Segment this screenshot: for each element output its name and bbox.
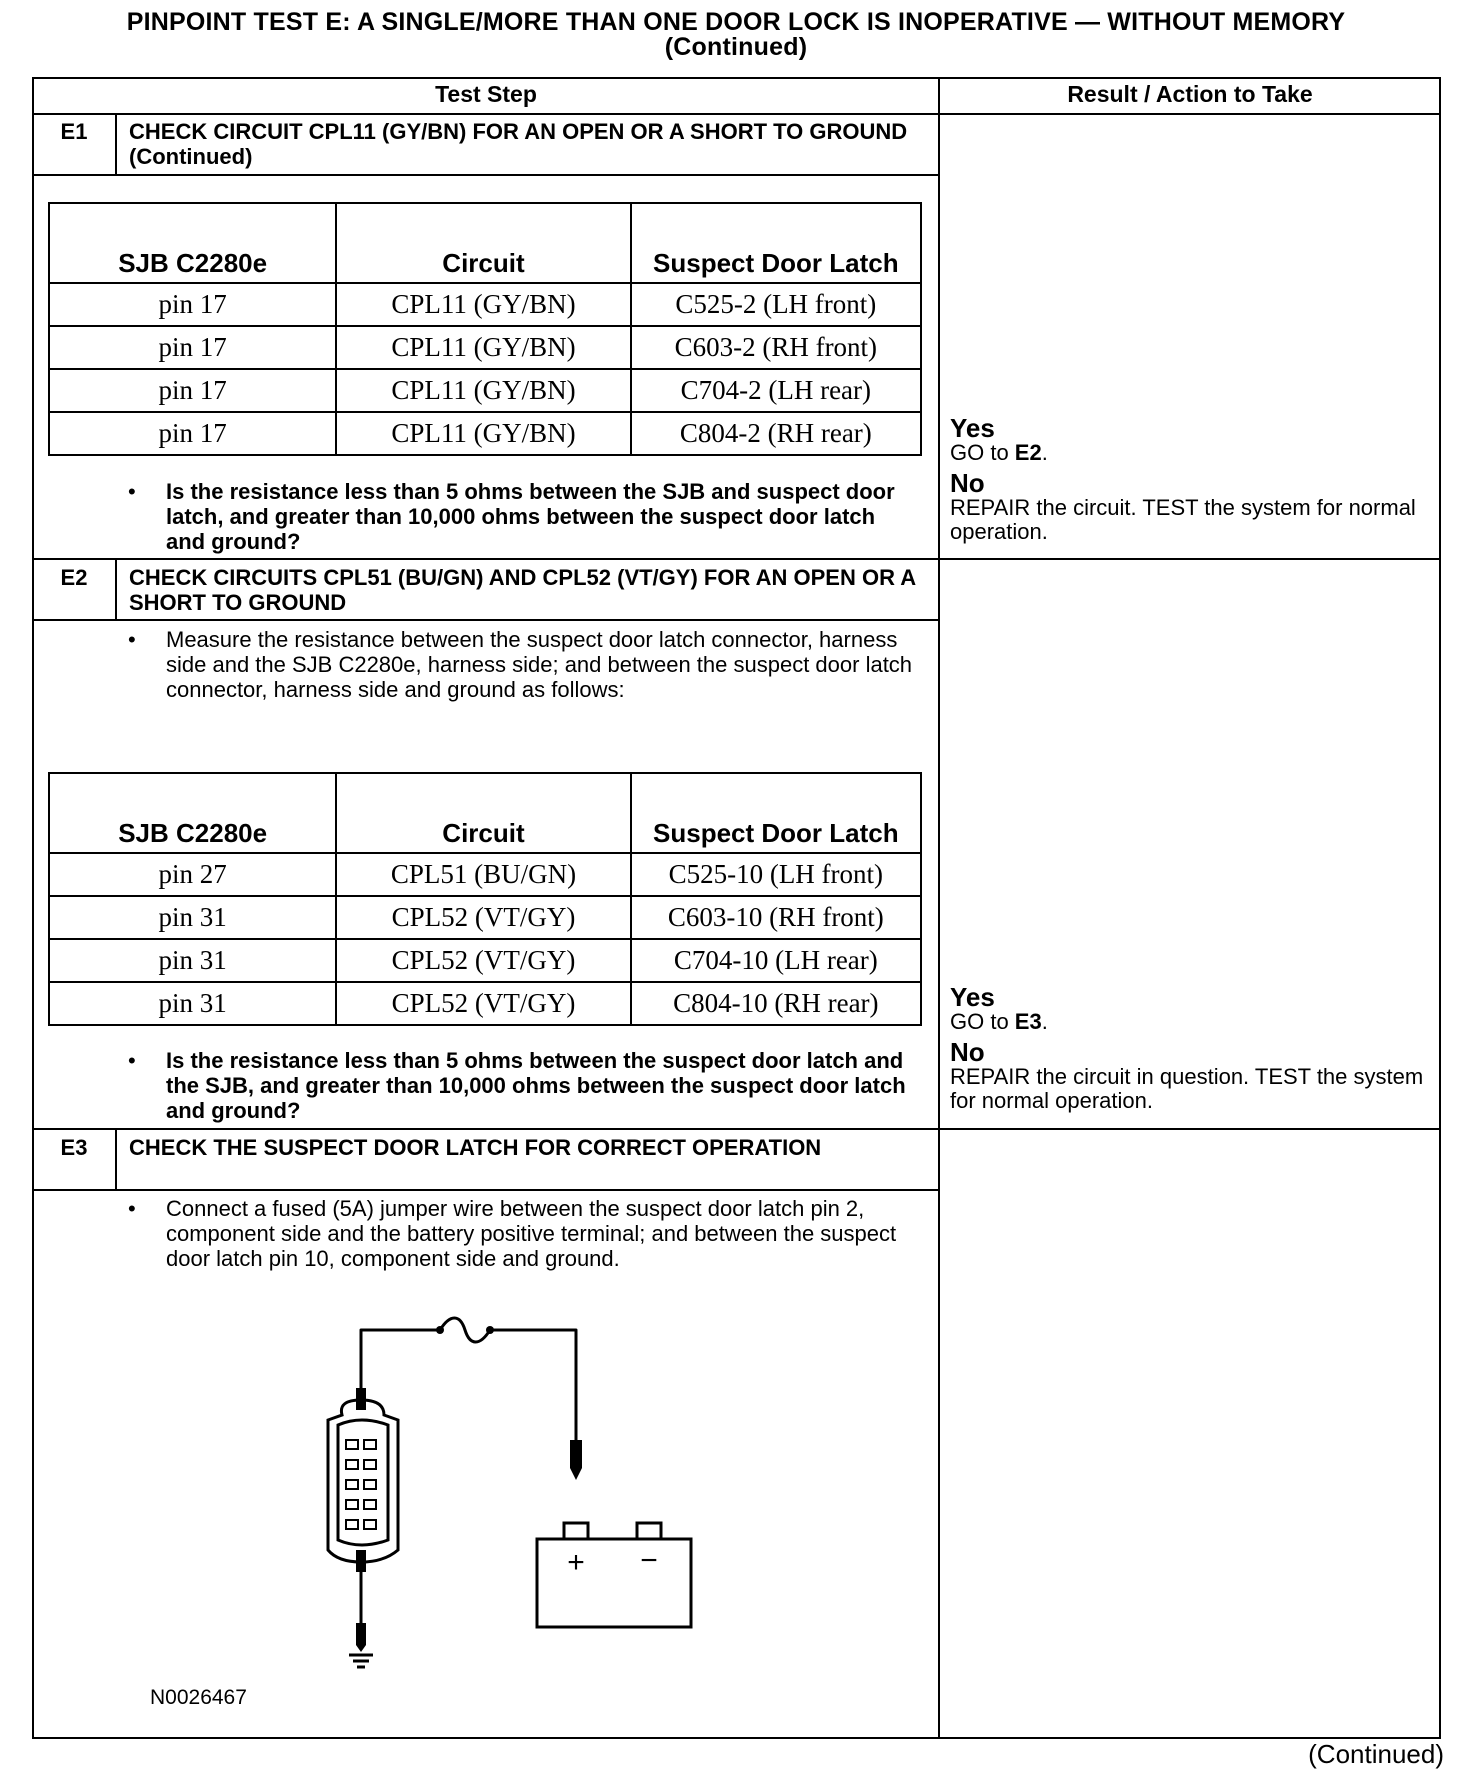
yes-label: Yes xyxy=(950,982,995,1012)
table-cell: pin 31 xyxy=(49,982,336,1025)
step-id-divider xyxy=(115,1128,117,1190)
column-header: SJB C2280e xyxy=(49,203,336,283)
yes-action: GO to E2. xyxy=(950,440,1048,465)
table-cell: pin 31 xyxy=(49,896,336,939)
table-cell: C525-2 (LH front) xyxy=(631,283,921,326)
fuse-terminal xyxy=(436,1326,444,1334)
bullet-dot: • xyxy=(128,627,136,652)
table-cell: CPL52 (VT/GY) xyxy=(336,896,630,939)
table-row xyxy=(49,939,921,982)
no-action: REPAIR the circuit. TEST the system for normal operation. xyxy=(950,495,1416,544)
table-cell: pin 17 xyxy=(49,412,336,455)
title-line-2: (Continued) xyxy=(664,33,808,61)
jumper-wire-positive xyxy=(361,1330,440,1395)
table-row xyxy=(49,896,921,939)
header-divider xyxy=(32,113,1441,115)
step-divider xyxy=(32,558,1441,560)
page-title xyxy=(0,10,1472,60)
table-cell: CPL11 (GY/BN) xyxy=(336,283,630,326)
wiring xyxy=(361,1318,576,1645)
e2-instruction: Measure the resistance between the suspect door latch connector, harness side and the SJB C2280e, harness side; and between the suspect door latch connector, harness side and ground as follows: xyxy=(166,627,913,702)
e3-instruction: Connect a fused (5A) jumper wire between the suspect door latch pin 2, component side and the battery positive terminal; and between the suspect door latch pin 10, component side and ground. xyxy=(166,1196,897,1271)
fuse-symbol xyxy=(440,1318,490,1342)
step-title-e2: CHECK CIRCUITS CPL51 (BU/GN) AND CPL52 (VT/GY) FOR AN OPEN OR A SHORT TO GROUND xyxy=(129,565,916,615)
e1-circuit-table xyxy=(48,202,922,456)
table-cell: C603-2 (RH front) xyxy=(631,326,921,369)
no-label: No xyxy=(950,1037,985,1067)
e2-result xyxy=(950,984,1430,1113)
step-id-divider xyxy=(115,113,117,175)
figure-number: N0026467 xyxy=(150,1686,247,1709)
table-cell: pin 17 xyxy=(49,283,336,326)
no-action: REPAIR the circuit in question. TEST the system for normal operation. xyxy=(950,1064,1424,1113)
table-cell: CPL11 (GY/BN) xyxy=(336,326,630,369)
step-title-divider xyxy=(32,619,939,621)
e1-question: Is the resistance less than 5 ohms between the SJB and suspect door latch, and greater than 10,000 ohms between the suspect door latch and ground? xyxy=(166,479,895,554)
table-row xyxy=(49,369,921,412)
battery-icon xyxy=(537,1523,691,1627)
e2-question: Is the resistance less than 5 ohms between the suspect door latch and the SJB, and greater than 10,000 ohms between the suspect door latch and ground? xyxy=(166,1048,906,1123)
bullet-dot: • xyxy=(128,479,136,504)
table-row xyxy=(49,853,921,896)
table-cell: pin 27 xyxy=(49,853,336,896)
jumper-wire-diagram xyxy=(280,1300,730,1700)
continued-footer: (Continued) xyxy=(1308,1739,1444,1769)
table-cell: CPL51 (BU/GN) xyxy=(336,853,630,896)
table-cell: CPL52 (VT/GY) xyxy=(336,939,630,982)
column-header: Suspect Door Latch xyxy=(631,773,921,853)
step-title-divider xyxy=(32,1189,939,1191)
step-title-e1: CHECK CIRCUIT CPL11 (GY/BN) FOR AN OPEN OR A SHORT TO GROUND (Continued) xyxy=(129,119,908,169)
step-id-e2: E2 xyxy=(60,565,88,590)
step-title-e3: CHECK THE SUSPECT DOOR LATCH FOR CORRECT OPERATION xyxy=(129,1135,822,1160)
connector-pins xyxy=(346,1440,376,1529)
probe-tip xyxy=(570,1440,582,1480)
e1-result xyxy=(950,415,1430,544)
column-header: SJB C2280e xyxy=(49,773,336,853)
table-cell: pin 17 xyxy=(49,326,336,369)
step-title-divider xyxy=(32,174,939,176)
table-cell: C804-10 (RH rear) xyxy=(631,982,921,1025)
column-header: Circuit xyxy=(336,203,630,283)
table-row xyxy=(49,283,921,326)
table-cell: CPL11 (GY/BN) xyxy=(336,412,630,455)
battery-negative-terminal: − xyxy=(640,1544,658,1577)
bullet-dot: • xyxy=(128,1196,136,1221)
table-cell: CPL11 (GY/BN) xyxy=(336,369,630,412)
column-header: Suspect Door Latch xyxy=(631,203,921,283)
jumper-wire-to-battery xyxy=(490,1330,576,1460)
step-id-e3: E3 xyxy=(60,1135,88,1160)
yes-action: GO to E3. xyxy=(950,1009,1048,1034)
bullet-dot: • xyxy=(128,1048,136,1073)
e2-circuit-table xyxy=(48,772,922,1026)
probe-tip xyxy=(356,1623,366,1652)
table-row xyxy=(49,982,921,1025)
column-divider xyxy=(938,77,940,1739)
header-result: Result / Action to Take xyxy=(1067,81,1313,107)
step-divider xyxy=(32,1128,1441,1130)
table-cell: C804-2 (RH rear) xyxy=(631,412,921,455)
fuse-terminal xyxy=(486,1326,494,1334)
step-id-divider xyxy=(115,558,117,620)
title-line-1: PINPOINT TEST E: A SINGLE/MORE THAN ONE DOOR LOCK IS INOPERATIVE — WITHOUT MEMORY xyxy=(126,8,1346,36)
table-row xyxy=(49,326,921,369)
column-header: Circuit xyxy=(336,773,630,853)
table-row xyxy=(49,412,921,455)
ground-icon xyxy=(349,1655,373,1667)
table-cell: CPL52 (VT/GY) xyxy=(336,982,630,1025)
table-cell: pin 31 xyxy=(49,939,336,982)
step-id-e1: E1 xyxy=(60,119,88,144)
table-cell: C704-2 (LH rear) xyxy=(631,369,921,412)
battery-positive-terminal: + xyxy=(567,1546,585,1579)
table-cell: C603-10 (RH front) xyxy=(631,896,921,939)
no-label: No xyxy=(950,468,985,498)
table-cell: C704-10 (LH rear) xyxy=(631,939,921,982)
yes-label: Yes xyxy=(950,413,995,443)
header-test-step: Test Step xyxy=(435,81,537,107)
table-cell: C525-10 (LH front) xyxy=(631,853,921,896)
table-cell: pin 17 xyxy=(49,369,336,412)
